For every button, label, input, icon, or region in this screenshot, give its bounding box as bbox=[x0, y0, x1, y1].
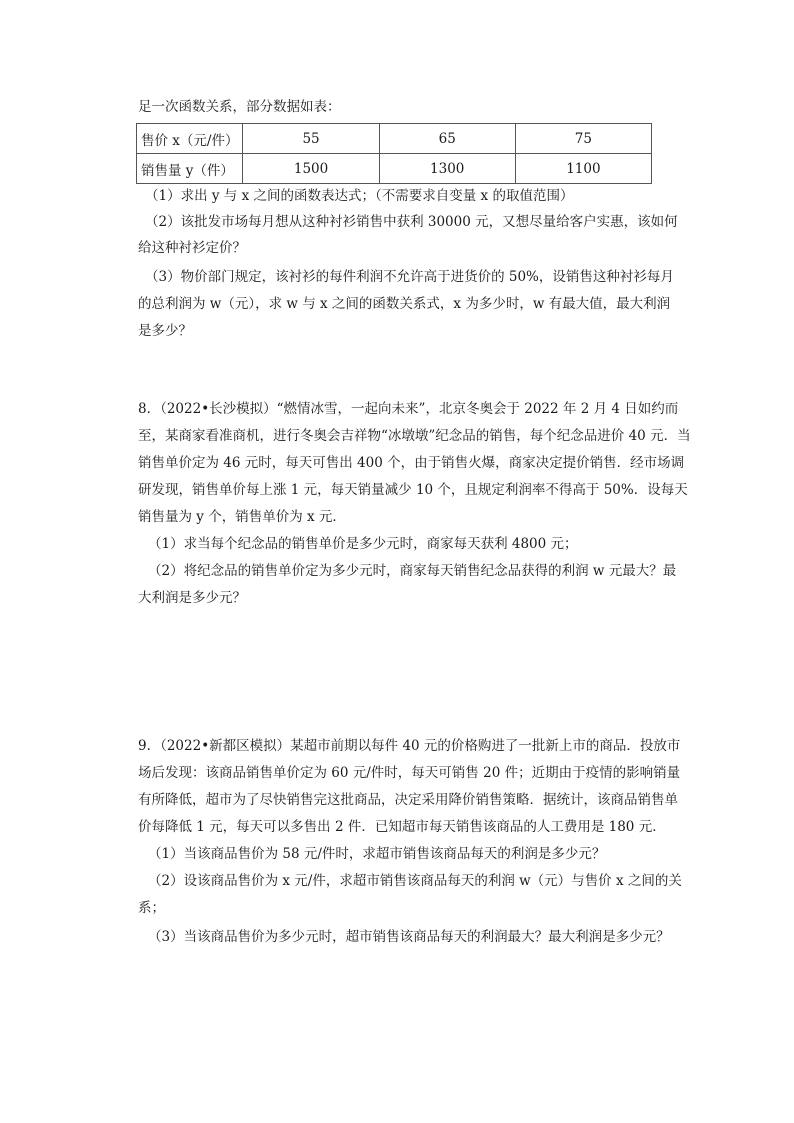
q8-part1: （1）求当每个纪念品的销售单价是多少元时，商家每天获利 4800 元； bbox=[148, 536, 578, 552]
q7-intro: 足一次函数关系，部分数据如表： bbox=[138, 99, 341, 115]
q8-stem-2: 至，某商家看准商机，进行冬奥会吉祥物“冰墩墩”纪念品的销售，每个纪念品进价 40 元．当 bbox=[138, 428, 691, 444]
table-row bbox=[137, 154, 652, 184]
table-cell: 55 bbox=[243, 124, 379, 154]
q9-part1: （1）当该商品售价为 58 元/件时，求超市销售该商品每天的利润是多少元？ bbox=[148, 846, 606, 862]
q8-part2-cont: 大利润是多少元？ bbox=[138, 590, 246, 606]
row-label-price: 售价 x（元/件） bbox=[137, 124, 243, 154]
q8-stem-3: 销售单价定为 46 元时，每天可售出 400 个，由于销售火爆，商家决定提价销售．经市场调 bbox=[138, 455, 685, 471]
q7-part3: （3）物价部门规定，该衬衫的每件利润不允许高于进货价的 50%，设销售这种衬衫每月 bbox=[145, 269, 674, 285]
price-sales-table bbox=[136, 123, 652, 184]
q9-stem-2: 场后发现：该商品销售单价定为 60 元/件时，每天可销售 20 件；近期由于疫情的影响销量 bbox=[138, 765, 681, 781]
q7-part2: （2）该批发市场每月想从这种衬衫销售中获利 30000 元，又想尽量给客户实惠，该如何 bbox=[145, 214, 678, 230]
table-row bbox=[137, 124, 652, 154]
table-cell: 1500 bbox=[243, 154, 379, 184]
q8-stem-4: 研发现，销售单价每上涨 1 元，每天销量减少 10 个，且规定利润率不得高于 50%．设每天 bbox=[138, 482, 688, 498]
q9-part2-cont: 系； bbox=[138, 900, 165, 916]
table-cell: 75 bbox=[515, 124, 651, 154]
q9-part2: （2）设该商品售价为 x 元/件，求超市销售该商品每天的利润 w（元）与售价 x 之间的关 bbox=[148, 873, 682, 889]
table-cell: 65 bbox=[379, 124, 515, 154]
q7-part2-cont: 给这种衬衫定价？ bbox=[138, 240, 246, 256]
q9-stem-1: 9．（2022•新都区模拟）某超市前期以每件 40 元的价格购进了一批新上市的商品．投放市 bbox=[138, 738, 681, 754]
q7-part3-cont: 的总利润为 w（元），求 w 与 x 之间的函数关系式，x 为多少时，w 有最大值，最大利润 bbox=[138, 296, 671, 312]
q8-part2: （2）将纪念品的销售单价定为多少元时，商家每天销售纪念品获得的利润 w 元最大？最 bbox=[148, 563, 677, 579]
table-cell: 1100 bbox=[515, 154, 651, 184]
q9-part3: （3）当该商品售价为多少元时，超市销售该商品每天的利润最大？最大利润是多少元？ bbox=[148, 929, 670, 945]
q9-stem-4: 价每降低 1 元，每天可以多售出 2 件．已知超市每天销售该商品的人工费用是 180 元． bbox=[138, 819, 666, 835]
q9-stem-3: 有所降低，超市为了尽快销售完这批商品，决定采用降价销售策略．据统计，该商品销售单 bbox=[138, 792, 678, 808]
q8-stem-5: 销售量为 y 个，销售单价为 x 元． bbox=[138, 509, 346, 525]
q7-part3-cont2: 是多少？ bbox=[138, 323, 192, 339]
q8-stem-1: 8．（2022•长沙模拟）“燃情冰雪，一起向未来”，北京冬奥会于 2022 年 2 月 4 日如约而 bbox=[138, 401, 679, 417]
table-cell: 1300 bbox=[379, 154, 515, 184]
q7-part1: （1）求出 y 与 x 之间的函数表达式；（不需要求自变量 x 的取值范围） bbox=[145, 188, 574, 204]
row-label-sales: 销售量 y（件） bbox=[137, 154, 243, 184]
